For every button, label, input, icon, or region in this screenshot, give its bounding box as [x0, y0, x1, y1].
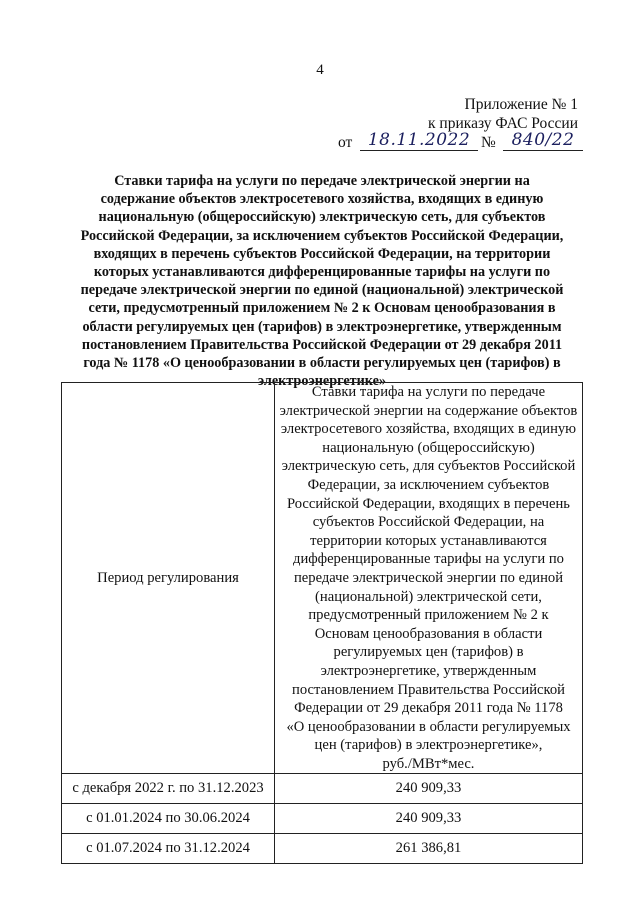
title-line: Российской Федерации, за исключением субъектов Российской Федерации,	[80, 227, 564, 244]
row-period: с декабря 2022 г. по 31.12.2023	[62, 774, 275, 804]
order-reference	[338, 132, 584, 154]
title-line: года № 1178 «О ценообразовании в области регулируемых цен (тарифов) в	[83, 355, 561, 372]
header-rate-line: субъектов Российской Федерации, на	[312, 514, 545, 531]
header-rate-line: Федерации от 29 декабря 2011 года № 1178	[294, 700, 563, 717]
header-rate-line: электросетевого хозяйства, входящих в единую	[280, 421, 577, 438]
header-rate-line: предусмотренный приложением № 2 к	[308, 607, 549, 624]
table-row	[62, 804, 583, 834]
table-header-row	[62, 383, 583, 774]
row-period: с 01.01.2024 по 30.06.2024	[62, 804, 275, 834]
title-line: Ставки тарифа на услуги по передаче электрической энергии на	[114, 173, 530, 189]
order-number: 840/22	[503, 130, 583, 151]
header-rate-line: постановлением Правительства Российской	[292, 681, 565, 698]
header-rate-line: дифференцированные тарифы на услуги по	[293, 551, 564, 568]
title-line: которых устанавливаются дифференцированные тарифы на услуги по	[93, 264, 551, 281]
header-rate-line: регулируемых цен (тарифов) в	[333, 644, 524, 661]
header-rate-line: Российской Федерации, входящих в перечень	[287, 495, 570, 512]
appendix-block	[428, 95, 578, 133]
header-rate-line: Федерации, за исключением субъектов	[307, 476, 550, 493]
header-rate-line: «О ценообразовании в области регулируемых	[286, 718, 571, 735]
header-rate-line: электрической энергии на содержание объектов	[279, 402, 578, 419]
document-title	[60, 172, 584, 390]
tariff-table	[61, 382, 583, 864]
row-rate: 261 386,81	[275, 834, 583, 864]
row-period: с 01.07.2024 по 31.12.2024	[62, 834, 275, 864]
title-line: передаче электрической энергии по единой (национальной) электрической	[80, 282, 564, 299]
header-rate-line: руб./МВт*мес.	[382, 755, 475, 772]
row-rate: 240 909,33	[275, 774, 583, 804]
table-row	[62, 834, 583, 864]
header-rate-line: электроэнергетике, утвержденным	[320, 662, 537, 679]
header-rate-line: территории которых устанавливаются	[310, 532, 547, 549]
header-rate-line: цен (тарифов) в электроэнергетике»,	[314, 737, 543, 754]
title-line: постановлением Правительства Российской Федерации от 29 декабря 2011	[81, 336, 563, 353]
title-line: электроэнергетике»	[257, 373, 386, 390]
order-from-label: от	[338, 134, 353, 151]
header-rate-line: электрическую сеть, для субъектов Российской	[281, 458, 576, 475]
title-line: содержание объектов электросетевого хозяйства, входящих в единую	[100, 191, 544, 208]
header-rate-line: Основам ценообразования в области	[314, 625, 543, 642]
page-number: 4	[316, 62, 324, 78]
title-line: области регулируемых цен (тарифов) в электроэнергетике, утвержденным	[82, 318, 562, 335]
order-date: 18.11.2022	[360, 130, 478, 151]
appendix-subtitle: к приказу ФАС России	[428, 115, 578, 132]
header-rate	[275, 383, 583, 774]
title-line: сети, предусмотренный приложением № 2 к Основам ценообразования в	[88, 300, 556, 317]
header-rate-line: передаче электрической энергии по единой	[293, 569, 564, 586]
header-rate-line: национальную (общероссийскую)	[322, 439, 535, 456]
header-rate-line: Ставки тарифа на услуги по передаче	[311, 384, 546, 400]
header-rate-line: (национальной) электрической сети,	[315, 588, 542, 605]
appendix-title: Приложение № 1	[464, 96, 578, 113]
title-line: входящих в перечень субъектов Российской Федерации, на территории	[93, 245, 551, 262]
row-rate: 240 909,33	[275, 804, 583, 834]
order-number-label: №	[481, 134, 496, 151]
table-row	[62, 774, 583, 804]
title-line: национальную (общероссийскую) электрическую сеть, для субъектов	[98, 209, 546, 226]
header-period: Период регулирования	[62, 383, 275, 774]
